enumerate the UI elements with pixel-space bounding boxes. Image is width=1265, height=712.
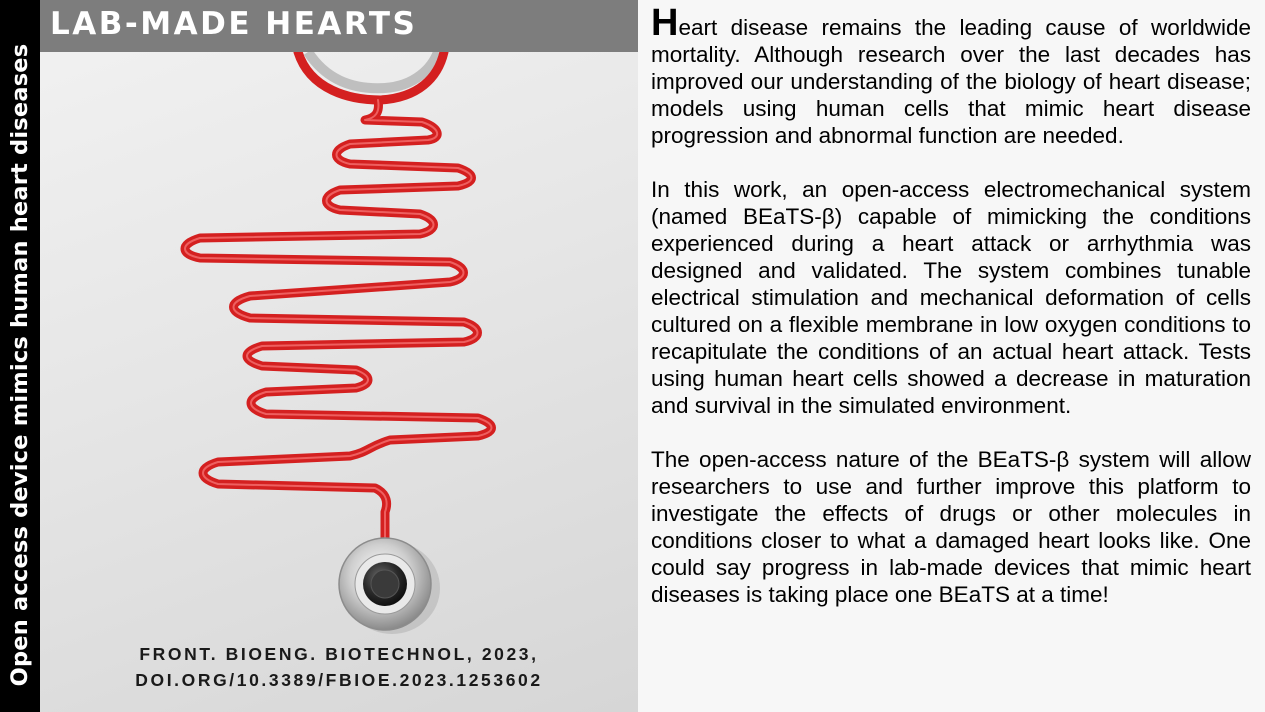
drop-cap: H [651, 2, 679, 44]
title-bar [40, 0, 638, 52]
text-panel [638, 0, 1265, 712]
citation-doi: DOI.ORG/10.3389/FBIOE.2023.1253602 [135, 670, 543, 690]
stethoscope-illustration [40, 0, 638, 712]
stethoscope-chestpiece-icon [339, 538, 440, 634]
citation-journal: FRONT. BIOENG. BIOTECHNOL, 2023, [139, 644, 539, 664]
image-panel [40, 0, 638, 712]
sidebar-title: Open access device mimics human heart diseases [7, 43, 33, 687]
sidebar-banner [0, 0, 40, 712]
citation [40, 641, 638, 693]
page-title: LAB-MADE HEARTS [50, 6, 418, 42]
paragraph-intro-text: eart disease remains the leading cause of worldwide mortality. Although research over the last decades has improved our understanding of the biology of heart disease; models using human cells that mimic heart disease progression and abnormal function are needed. [651, 15, 1251, 148]
article-body [651, 2, 1251, 635]
paragraph-conclusion: The open-access nature of the BEaTS-β system will allow researchers to use and further improve this platform to investigate the effects of drugs or other molecules in conditions closer to what a damaged heart looks like. One could say progress in lab-made devices that mimic heart diseases is taking place one BEaTS at a time! [651, 447, 1251, 607]
paragraph-system: In this work, an open-access electromechanical system (named BEaTS-β) capable of mimicking the conditions experienced during a heart attack or arrhythmia was designed and validated. The system combines tunable electrical stimulation and mechanical deformation of cells cultured on a flexible membrane in low oxygen conditions to recapitulate the conditions of an actual heart attack. Tests using human heart cells showed a decrease in maturation and survival in the simulated environment. [651, 177, 1251, 418]
paragraph-intro [651, 2, 1251, 149]
stethoscope-tube-icon [185, 52, 492, 555]
